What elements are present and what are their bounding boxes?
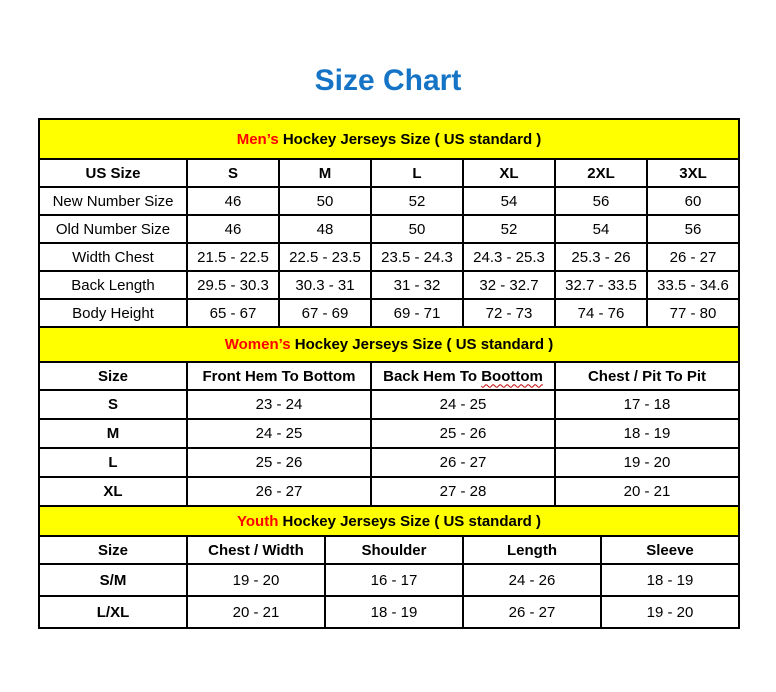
cell: 26 - 27 xyxy=(463,596,601,628)
cell: 31 - 32 xyxy=(371,271,463,299)
cell: 20 - 21 xyxy=(187,596,325,628)
cell: 26 - 27 xyxy=(187,477,371,506)
youth-col-header: Sleeve xyxy=(601,536,739,564)
table-row xyxy=(39,419,739,448)
mens-col-header: S xyxy=(187,159,279,187)
cell: 54 xyxy=(555,215,647,243)
womens-col-header: Front Hem To Bottom xyxy=(187,362,371,390)
cell: 60 xyxy=(647,187,739,215)
cell: 23.5 - 24.3 xyxy=(371,243,463,271)
cell: 18 - 19 xyxy=(325,596,463,628)
cell: 16 - 17 xyxy=(325,564,463,596)
cell: 19 - 20 xyxy=(555,448,739,477)
misspelled-word-squiggle: Boottom xyxy=(481,367,543,385)
cell: 25 - 26 xyxy=(187,448,371,477)
womens-table-title xyxy=(39,327,739,362)
table-row xyxy=(39,596,739,628)
cell: 33.5 - 34.6 xyxy=(647,271,739,299)
cell: 32.7 - 33.5 xyxy=(555,271,647,299)
mens-title-rest: Hockey Jerseys Size ( US standard ) xyxy=(278,130,542,148)
cell: 23 - 24 xyxy=(187,390,371,419)
mens-band-row xyxy=(39,119,739,159)
cell: 48 xyxy=(279,215,371,243)
row-label: L/XL xyxy=(39,596,187,628)
table-row xyxy=(39,243,739,271)
cell: 18 - 19 xyxy=(601,564,739,596)
cell: 74 - 76 xyxy=(555,299,647,327)
row-label: XL xyxy=(39,477,187,506)
cell: 72 - 73 xyxy=(463,299,555,327)
mens-col-header: 2XL xyxy=(555,159,647,187)
youth-col-header: Size xyxy=(39,536,187,564)
table-row xyxy=(39,448,739,477)
table-row xyxy=(39,299,739,327)
youth-header-row xyxy=(39,536,739,564)
youth-title-rest: Hockey Jerseys Size ( US standard ) xyxy=(278,512,541,530)
cell: 46 xyxy=(187,215,279,243)
cell: 22.5 - 23.5 xyxy=(279,243,371,271)
cell: 21.5 - 22.5 xyxy=(187,243,279,271)
table-row xyxy=(39,187,739,215)
row-label: New Number Size xyxy=(39,187,187,215)
page-title: Size Chart xyxy=(314,64,462,97)
cell: 52 xyxy=(463,215,555,243)
cell: 24.3 - 25.3 xyxy=(463,243,555,271)
youth-band-row xyxy=(39,506,739,536)
cell: 19 - 20 xyxy=(187,564,325,596)
row-label: M xyxy=(39,419,187,448)
cell: 77 - 80 xyxy=(647,299,739,327)
size-chart-tables xyxy=(38,118,740,629)
table-row xyxy=(39,477,739,506)
cell: 54 xyxy=(463,187,555,215)
table-row xyxy=(39,271,739,299)
youth-table-title xyxy=(39,506,739,536)
cell: 20 - 21 xyxy=(555,477,739,506)
mens-title-highlight: Men’s xyxy=(236,130,279,148)
cell: 56 xyxy=(647,215,739,243)
cell: 50 xyxy=(279,187,371,215)
cell: 24 - 25 xyxy=(371,390,555,419)
row-label: S/M xyxy=(39,564,187,596)
cell: 29.5 - 30.3 xyxy=(187,271,279,299)
cell: 18 - 19 xyxy=(555,419,739,448)
table-row xyxy=(39,390,739,419)
mens-size-table xyxy=(38,118,740,328)
womens-col-header-misspelled xyxy=(371,362,555,390)
row-label: Old Number Size xyxy=(39,215,187,243)
womens-size-table xyxy=(38,326,740,507)
mens-col-header: L xyxy=(371,159,463,187)
cell: 32 - 32.7 xyxy=(463,271,555,299)
cell: 46 xyxy=(187,187,279,215)
cell: 24 - 25 xyxy=(187,419,371,448)
cell: 26 - 27 xyxy=(647,243,739,271)
row-label: S xyxy=(39,390,187,419)
cell: 19 - 20 xyxy=(601,596,739,628)
table-row xyxy=(39,215,739,243)
womens-title-highlight: Women’s xyxy=(224,336,291,353)
youth-col-header: Chest / Width xyxy=(187,536,325,564)
mens-col-header: XL xyxy=(463,159,555,187)
row-label: Back Length xyxy=(39,271,187,299)
cell: 69 - 71 xyxy=(371,299,463,327)
cell: 27 - 28 xyxy=(371,477,555,506)
youth-title-highlight: Youth xyxy=(237,512,279,530)
cell: 50 xyxy=(371,215,463,243)
row-label: Body Height xyxy=(39,299,187,327)
cell: 52 xyxy=(371,187,463,215)
womens-band-row xyxy=(39,327,739,362)
cell: 65 - 67 xyxy=(187,299,279,327)
cell: 25.3 - 26 xyxy=(555,243,647,271)
mens-col-header: 3XL xyxy=(647,159,739,187)
cell: 30.3 - 31 xyxy=(279,271,371,299)
mens-col-header: US Size xyxy=(39,159,187,187)
youth-col-header: Length xyxy=(463,536,601,564)
womens-col-header: Size xyxy=(39,362,187,390)
misspelled-header-prefix: Back Hem To xyxy=(383,367,482,385)
cell: 17 - 18 xyxy=(555,390,739,419)
cell: 24 - 26 xyxy=(463,564,601,596)
womens-title-rest: Hockey Jerseys Size ( US standard ) xyxy=(290,336,554,353)
youth-size-table xyxy=(38,505,740,629)
womens-col-header: Chest / Pit To Pit xyxy=(555,362,739,390)
womens-header-row xyxy=(39,362,739,390)
cell: 26 - 27 xyxy=(371,448,555,477)
row-label: L xyxy=(39,448,187,477)
youth-col-header: Shoulder xyxy=(325,536,463,564)
mens-table-title xyxy=(39,119,739,159)
mens-col-header: M xyxy=(279,159,371,187)
mens-header-row xyxy=(39,159,739,187)
cell: 67 - 69 xyxy=(279,299,371,327)
row-label: Width Chest xyxy=(39,243,187,271)
cell: 25 - 26 xyxy=(371,419,555,448)
cell: 56 xyxy=(555,187,647,215)
table-row xyxy=(39,564,739,596)
